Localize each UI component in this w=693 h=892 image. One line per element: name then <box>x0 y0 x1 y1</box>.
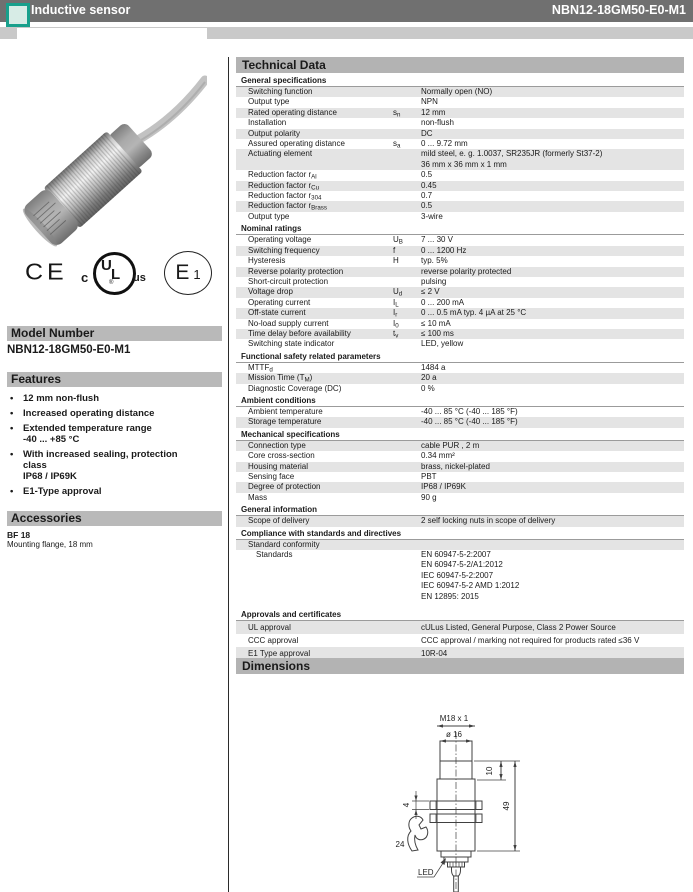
table-section <box>236 394 684 428</box>
section-title: Approvals and certificates <box>236 608 684 621</box>
table-row <box>236 201 684 211</box>
row-label: Switching frequency <box>248 245 320 255</box>
table-row <box>236 256 684 266</box>
row-label: Ambient temperature <box>248 406 323 416</box>
table-row <box>236 472 684 482</box>
row-value: CCC approval / marking not required for products rated ≤36 V <box>421 636 640 646</box>
row-symbol <box>393 201 421 211</box>
row-label: Mass <box>248 492 268 502</box>
row-symbol <box>393 407 421 417</box>
row-value: EN 60947-5-2:2007 EN 60947-5-2/A1:2012 IEC 60947-5-2:2007 IEC 60947-5-2 AMD 1:2012 EN 12895: 2015 <box>421 550 520 601</box>
row-symbol <box>393 277 421 287</box>
row-symbol: $U_d$ <box>393 287 403 298</box>
row-label: E1 Type approval <box>248 649 311 659</box>
row-symbol <box>393 441 421 451</box>
row-label: Output type <box>248 97 290 107</box>
accessory-name: BF 18 <box>7 530 31 540</box>
row-symbol <box>393 373 421 383</box>
column-divider <box>228 57 229 892</box>
row-symbol <box>393 472 421 482</box>
row-value: 0 ... 200 mA <box>421 297 465 307</box>
row-value: 3-wire <box>421 211 443 221</box>
sensor-body <box>18 118 157 250</box>
row-value: 0 ... 0.5 mA typ. 4 µA at 25 °C <box>421 308 527 318</box>
row-symbol <box>393 550 421 602</box>
row-label: Actuating element <box>248 149 313 159</box>
row-symbol <box>393 363 421 373</box>
row-label: Housing material <box>248 461 309 471</box>
feature-item <box>7 423 221 445</box>
row-symbol <box>393 212 421 222</box>
table-row <box>236 108 684 118</box>
e1-mark-icon: E 1 <box>164 251 212 295</box>
table-section <box>236 74 684 222</box>
product-family-title: Inductive sensor <box>31 3 131 17</box>
row-value: 20 a <box>421 373 437 383</box>
technical-data-heading: Technical Data <box>236 57 684 73</box>
table-section <box>236 222 684 349</box>
section-title: Mechanical specifications <box>236 428 684 441</box>
bullet-icon: • <box>10 393 14 404</box>
feature-text: E1-Type approval <box>23 486 102 497</box>
table-section <box>236 350 684 394</box>
accessory-description: Mounting flange, 18 mm <box>7 540 93 549</box>
row-value: IP68 / IP69K <box>421 482 466 492</box>
row-label: Installation <box>248 118 287 128</box>
row-symbol: $s_a$ <box>393 139 401 150</box>
section-title: General specifications <box>236 74 684 87</box>
row-value: 0.45 <box>421 180 437 190</box>
table-row <box>236 118 684 128</box>
led-label: LED <box>418 868 434 877</box>
table-row <box>236 149 684 170</box>
row-label: Reduction factor $r_{304}$ <box>248 191 322 202</box>
table-row <box>236 308 684 318</box>
row-label: $MTTF_d$ <box>248 362 273 374</box>
table-section <box>236 608 684 660</box>
row-label: Reduction factor $r_{Cu}$ <box>248 180 320 192</box>
row-value: NPN <box>421 97 438 107</box>
table-row <box>236 482 684 492</box>
row-label: Reduction factor $r_{Al}$ <box>248 170 317 181</box>
head-length-dim: 10 <box>485 766 494 776</box>
table-row <box>236 212 684 222</box>
row-label: Switching function <box>248 87 313 96</box>
row-label: CCC approval <box>248 636 299 646</box>
row-value: non-flush <box>421 118 454 128</box>
row-symbol <box>393 181 421 191</box>
feature-text: 12 mm non-flush <box>23 393 100 404</box>
row-label: Diagnostic Coverage (DC) <box>248 383 342 393</box>
row-symbol <box>393 191 421 201</box>
table-row <box>236 191 684 201</box>
row-symbol: $I_r$ <box>393 308 398 319</box>
table-row <box>236 298 684 308</box>
row-value: PBT <box>421 472 437 481</box>
row-symbol <box>393 634 421 647</box>
row-label: Connection type <box>248 440 306 450</box>
row-label: Standard conformity <box>248 539 320 549</box>
row-symbol <box>393 451 421 461</box>
table-row <box>236 329 684 339</box>
sensor-photo-illustration <box>17 28 207 250</box>
page-header <box>0 0 693 22</box>
model-number-heading: Model Number <box>7 326 222 341</box>
table-row <box>236 181 684 191</box>
row-label: UL approval <box>248 623 291 633</box>
table-row <box>236 493 684 503</box>
table-row <box>236 634 684 647</box>
row-label: Hysteresis <box>248 256 286 266</box>
table-row <box>236 170 684 180</box>
table-row <box>236 373 684 383</box>
bullet-icon: • <box>10 408 14 419</box>
bullet-icon: • <box>10 449 14 460</box>
row-symbol <box>393 462 421 472</box>
feature-text: Extended temperature range -40 ... +85 °C <box>23 423 152 445</box>
feature-text: Increased operating distance <box>23 408 155 419</box>
sensor-cable <box>136 80 205 141</box>
table-row <box>236 384 684 394</box>
row-label: Voltage drop <box>248 287 293 297</box>
row-label: Off-state current <box>248 308 306 318</box>
row-symbol <box>393 516 421 526</box>
accessories-heading: Accessories <box>7 511 222 526</box>
model-number-value: NBN12-18GM50-E0-M1 <box>7 344 131 356</box>
row-label: No-load supply current <box>248 318 329 328</box>
row-symbol <box>393 621 421 634</box>
feature-item <box>7 449 221 482</box>
table-section <box>236 503 684 526</box>
face-diameter-label: ø 16 <box>445 730 463 739</box>
row-label: Switching state indicator <box>248 339 335 349</box>
row-label: Reduction factor $r_{Brass}$ <box>248 201 327 212</box>
row-value: 0 ... 1200 Hz <box>421 245 467 255</box>
row-symbol: $I_0$ <box>393 318 399 330</box>
row-value: 7 ... 30 V <box>421 235 454 245</box>
row-label: Mission Time $(T_M)$ <box>248 373 313 384</box>
row-value: 1484 a <box>421 362 446 372</box>
row-value: ≤ 2 V <box>421 287 440 297</box>
section-title: General information <box>236 503 684 516</box>
row-symbol: $s_n$ <box>393 107 401 119</box>
row-symbol: H <box>393 256 399 266</box>
table-row <box>236 139 684 149</box>
row-value: pulsing <box>421 276 447 286</box>
row-symbol <box>393 118 421 128</box>
row-label: Core cross-section <box>248 451 315 461</box>
row-symbol <box>393 417 421 427</box>
row-symbol <box>393 97 421 107</box>
row-label: Operating voltage <box>248 235 312 245</box>
row-label: Operating current <box>248 297 311 307</box>
table-row <box>236 550 684 602</box>
table-row <box>236 339 684 349</box>
nut-thickness-dim: 4 <box>402 802 411 808</box>
row-label: Degree of protection <box>248 482 321 492</box>
table-section <box>236 527 684 602</box>
row-symbol: f <box>393 245 396 255</box>
features-list <box>7 393 221 501</box>
section-title: Functional safety related parameters <box>236 350 684 363</box>
bullet-icon: • <box>10 423 14 434</box>
thread-size-label: M18 x 1 <box>439 714 469 723</box>
table-row <box>236 319 684 329</box>
row-value: cable PUR , 2 m <box>421 440 480 450</box>
feature-item <box>7 486 221 497</box>
wrench-icon <box>408 816 428 851</box>
row-value: 0.34 mm² <box>421 451 455 461</box>
row-symbol <box>393 87 421 97</box>
row-value: DC <box>421 128 433 138</box>
row-label: Storage temperature <box>248 417 322 427</box>
product-photo <box>17 28 207 250</box>
row-symbol <box>393 149 421 170</box>
section-title: Ambient conditions <box>236 394 684 407</box>
row-label: Time delay before availability <box>248 328 351 338</box>
table-row <box>236 407 684 417</box>
dimension-drawing <box>388 698 592 892</box>
row-value: 12 mm <box>421 107 446 117</box>
row-symbol <box>393 384 421 394</box>
table-row <box>236 87 684 97</box>
feature-text: With increased sealing, protection class IP68 / IP69K <box>23 449 178 482</box>
section-title: Compliance with standards and directives <box>236 527 684 540</box>
row-value: mild steel, e. g. 1.0037, SR235JR (formerly St37-2) 36 mm x 36 mm x 1 mm <box>421 149 603 169</box>
wrench-size-label: 24 <box>395 840 405 849</box>
row-value: LED, yellow <box>421 339 464 349</box>
row-symbol <box>393 339 421 349</box>
table-row <box>236 287 684 297</box>
row-label: Output polarity <box>248 128 301 138</box>
table-row <box>236 277 684 287</box>
row-value: 2 self locking nuts in scope of delivery <box>421 516 556 526</box>
table-row <box>236 246 684 256</box>
row-value: 0.5 <box>421 170 433 180</box>
housing-length-dim: 49 <box>502 801 511 811</box>
row-value: ≤ 100 ms <box>421 328 454 338</box>
row-symbol: $U_B$ <box>393 235 403 246</box>
row-symbol: $t_v$ <box>393 328 399 340</box>
approval-marks <box>0 246 228 302</box>
technical-data-table <box>236 74 684 660</box>
features-heading: Features <box>7 372 222 387</box>
section-title: Nominal ratings <box>236 222 684 235</box>
table-row <box>236 462 684 472</box>
row-label: Scope of delivery <box>248 516 310 526</box>
table-row <box>236 540 684 550</box>
row-value <box>421 540 684 550</box>
row-label: Sensing face <box>248 472 295 481</box>
table-row <box>236 441 684 451</box>
dimensions-heading: Dimensions <box>236 658 684 674</box>
row-value: 0.5 <box>421 201 433 211</box>
row-value: 0.7 <box>421 191 433 201</box>
header-model-number: NBN12-18GM50-E0-M1 <box>551 3 686 17</box>
row-value: -40 ... 85 °C (-40 ... 185 °F) <box>421 417 518 427</box>
row-value: typ. 5% <box>421 256 448 266</box>
feature-item <box>7 393 221 404</box>
ce-mark-icon: CE <box>25 259 68 285</box>
table-row <box>236 129 684 139</box>
row-symbol <box>393 170 421 180</box>
table-section <box>236 428 684 503</box>
brand-logo-icon <box>6 3 30 27</box>
row-symbol <box>393 493 421 503</box>
row-symbol <box>393 129 421 139</box>
row-value: 90 g <box>421 492 437 502</box>
table-row <box>236 97 684 107</box>
row-value: reverse polarity protected <box>421 266 512 276</box>
row-value: cULus Listed, General Purpose, Class 2 Power Source <box>421 623 616 633</box>
row-label: Short-circuit protection <box>248 276 329 286</box>
table-row <box>236 267 684 277</box>
row-label: Output type <box>248 211 290 221</box>
row-symbol <box>393 267 421 277</box>
table-row <box>236 417 684 427</box>
culus-mark-icon: c U L ® us <box>80 250 148 296</box>
row-label: Reverse polarity protection <box>248 266 344 276</box>
table-row <box>236 621 684 634</box>
row-symbol <box>393 540 421 550</box>
row-value: 0 % <box>421 383 435 393</box>
row-value: brass, nickel-plated <box>421 461 490 471</box>
row-value: -40 ... 85 °C (-40 ... 185 °F) <box>421 406 518 416</box>
row-value: Normally open (NO) <box>421 87 493 96</box>
row-symbol <box>393 482 421 492</box>
row-value: ≤ 10 mA <box>421 318 451 328</box>
table-row <box>236 451 684 461</box>
bullet-icon: • <box>10 486 14 497</box>
row-label: Standards <box>256 550 293 560</box>
feature-item <box>7 408 221 419</box>
row-value: 0 ... 9.72 mm <box>421 139 468 149</box>
row-symbol: $I_L$ <box>393 297 399 309</box>
table-row <box>236 516 684 526</box>
table-row <box>236 235 684 245</box>
table-row <box>236 363 684 373</box>
row-label: Assured operating distance <box>248 139 345 149</box>
row-label: Rated operating distance <box>248 107 337 117</box>
row-value: 10R-04 <box>421 649 448 659</box>
